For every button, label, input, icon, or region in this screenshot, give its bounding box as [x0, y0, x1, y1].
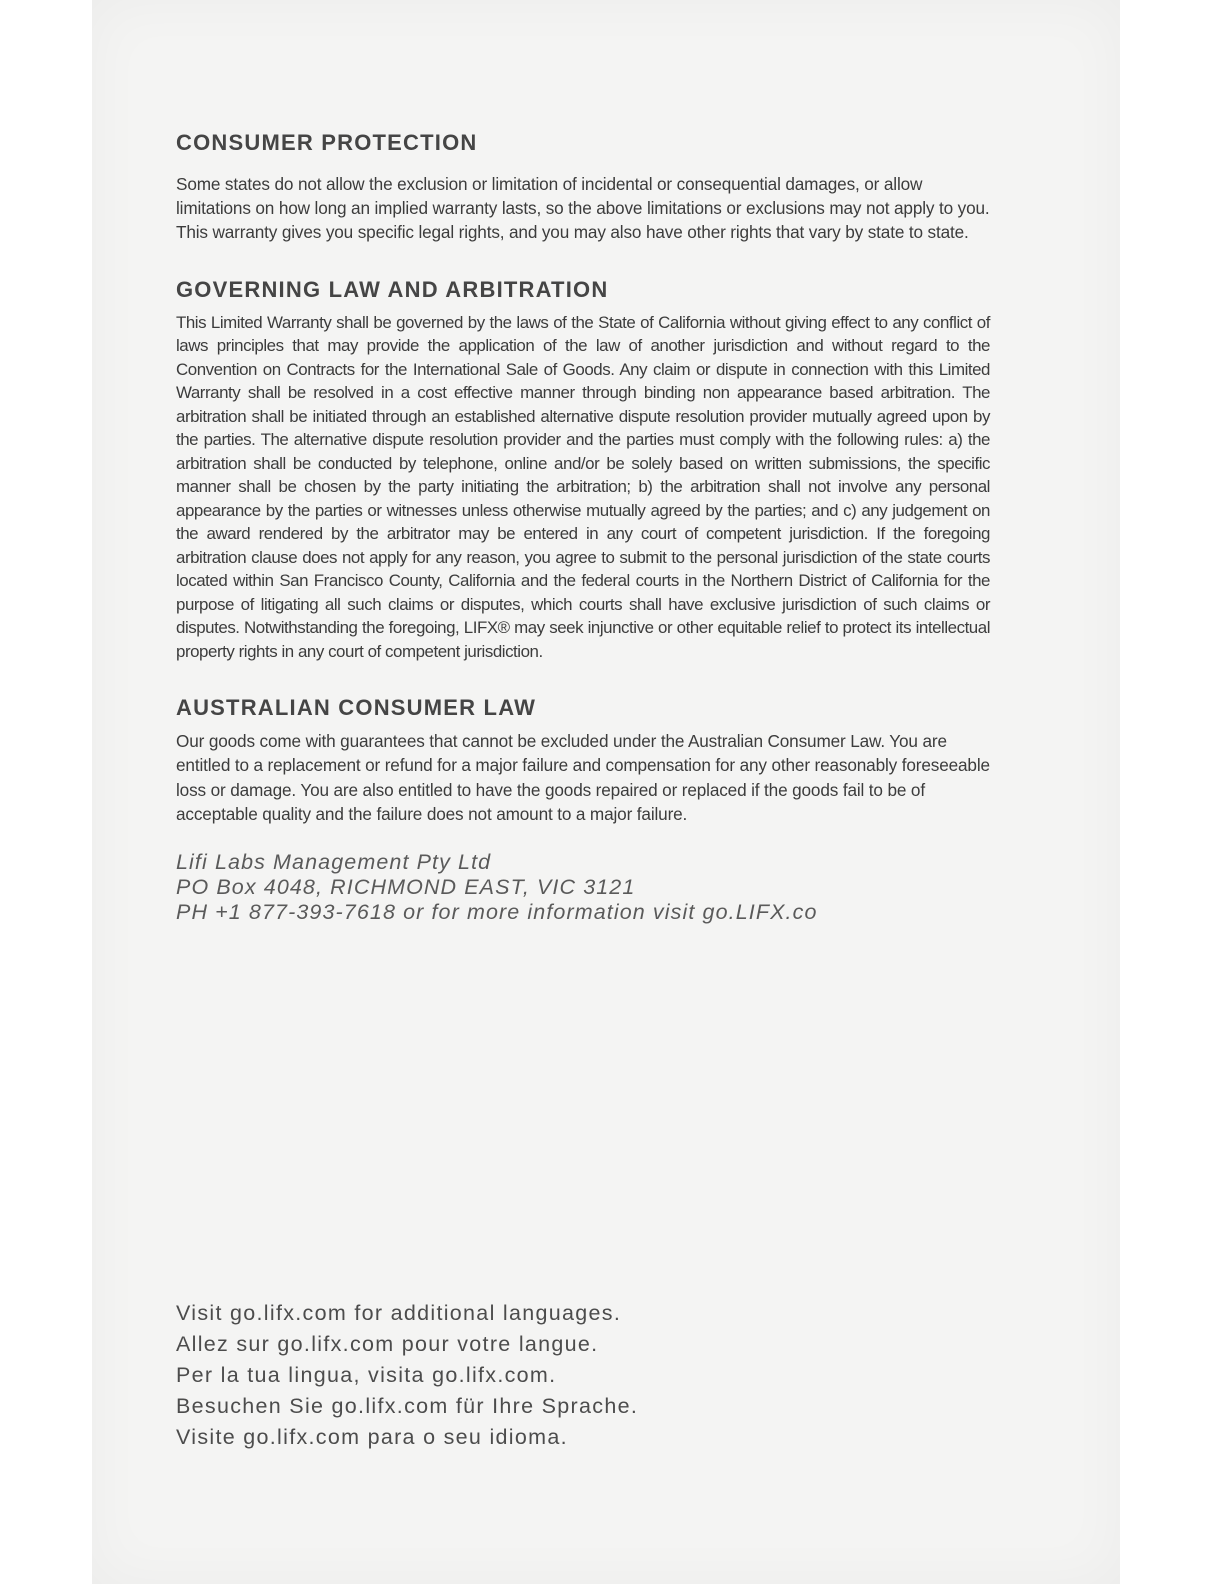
australian-consumer-law-section: [176, 693, 990, 826]
consumer-protection-section: [176, 128, 990, 245]
consumer-protection-heading: CONSUMER PROTECTION: [176, 130, 478, 155]
consumer-protection-body: Some states do not allow the exclusion or limitation of incidental or consequential damages, or allow limitations on how long an implied warranty lasts, so the above limitations or exclusions may not apply to you. This warranty gives you specific legal rights, and you may also have other rights that vary by state to state.: [176, 174, 990, 243]
governing-law-section: [176, 275, 990, 664]
language-line-portuguese: Visite go.lifx.com para o seu idioma.: [176, 1425, 568, 1449]
language-line-english: Visit go.lifx.com for additional languages.: [176, 1301, 622, 1325]
company-address: [176, 850, 990, 925]
language-line-italian: Per la tua lingua, visita go.lifx.com.: [176, 1363, 557, 1387]
language-line-french: Allez sur go.lifx.com pour votre langue.: [176, 1332, 599, 1356]
language-notice: [176, 1298, 638, 1453]
australian-consumer-law-heading: AUSTRALIAN CONSUMER LAW: [176, 695, 537, 721]
governing-law-body: This Limited Warranty shall be governed by the laws of the State of California without giving effect to any conflict of laws principles that may provide the application of the law of another jurisdiction and without regard to the Convention on Contracts for the International Sale of Goods. Any claim or dispute in connection with this Limited Warranty shall be resolved in a cost effective manner through binding non appearance based arbitration. The arbitration shall be initiated through an established alternative dispute resolution provider mutually agreed upon by the parties. The alternative dispute resolution provider and the parties must comply with the following rules: a) the arbitration shall be conducted by telephone, online and/or be solely based on written submissions, the specific manner shall be chosen by the party initiating the arbitration; b) the arbitration shall not involve any personal appearance by the parties or witnesses unless otherwise mutually agreed by the parties; and c) any judgement on the award rendered by the arbitrator may be entered in any court of competent jurisdiction. If the foregoing arbitration clause does not apply for any reason, you agree to submit to the personal jurisdiction of the state courts located within San Francisco County, California and the federal courts in the Northern District of California for the purpose of litigating all such claims or disputes, which courts shall have exclusive jurisdiction of such claims or disputes. Notwithstanding the foregoing, LIFX® may seek injunctive or other equitable relief to protect its intellectual property rights in any court of competent jurisdiction.: [176, 312, 990, 661]
australian-consumer-law-body: Our goods come with guarantees that cannot be excluded under the Australian Consumer Law. You are entitled to a replacement or refund for a major failure and compensation for any other reasonably foreseeable loss or damage. You are also entitled to have the goods repaired or replaced if the goods fail to be of acceptable quality and the failure does not amount to a major failure.: [176, 731, 990, 824]
governing-law-heading: GOVERNING LAW AND ARBITRATION: [176, 276, 609, 302]
warranty-text: [176, 128, 990, 925]
language-line-german: Besuchen Sie go.lifx.com für Ihre Sprache.: [176, 1394, 639, 1418]
contact-line: PH +1 877-393-7618 or for more information visit go.LIFX.co: [176, 899, 818, 924]
po-box: PO Box 4048, RICHMOND EAST, VIC 3121: [176, 874, 636, 899]
company-name: Lifi Labs Management Pty Ltd: [176, 849, 492, 874]
